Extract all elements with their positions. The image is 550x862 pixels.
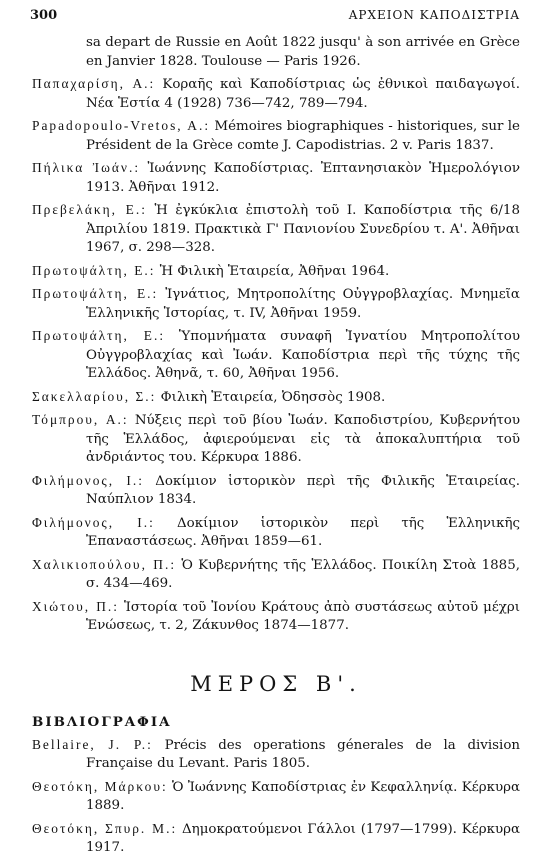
entry-text: Ἰωάννης Καποδίστριας. Ἐπτανησιακὸν Ἡμερολόγιον 1913. Ἀθῆναι 1912. xyxy=(86,161,520,195)
entry-author: Θεοτόκη, Μάρκου: xyxy=(32,778,168,794)
bibliography-entry xyxy=(32,472,520,510)
part-title: ΜΕΡΟΣ Β'. xyxy=(190,671,362,696)
bibliography-entry xyxy=(32,820,520,858)
entry-author: Bellaire, J. P.: xyxy=(32,736,153,752)
entry-text: Précis des operations génerales de la division Française du Levant. Paris 1805. xyxy=(86,737,520,771)
entry-author: Πρωτοψάλτη, Ε.: xyxy=(32,328,166,343)
bibliography-entry xyxy=(32,556,520,594)
bibliography-entry xyxy=(32,262,520,282)
page-content xyxy=(32,34,520,862)
page-number: 300 xyxy=(30,8,58,23)
entry-text: Ἰγνάτιος, Μητροπολίτης Οὐγγροβλαχίας. Μνημεῖα Ἑλληνικῆς Ἱστορίας, τ. IV, Ἀθῆναι 1959. xyxy=(86,287,520,321)
entry-text: Δοκίμιον ἱστορικὸν περὶ τῆς Φιλικῆς Ἑταιρείας. Ναύπλιον 1834. xyxy=(86,473,520,507)
entry-text: Mémoires biographiques - historiques, sur le Président de la Grèce comte J. Capodistrias. 2 v. Paris 1837. xyxy=(86,119,520,153)
entry-text: Δοκίμιον ἱστορικὸν περὶ τῆς Ἑλληνικῆς Ἐπαναστάσεως. Ἀθῆναι 1859—61. xyxy=(86,515,520,549)
entry-author: Papadopoulo-Vretos, A.: xyxy=(32,118,211,133)
running-head: ΑΡΧΕΙΟΝ ΚΑΠΟΔΙΣΤΡΙΑ xyxy=(348,8,520,22)
bibliography-list-part1 xyxy=(32,75,520,636)
bibliography-entry xyxy=(32,327,520,384)
entry-text: Ἱστορία τοῦ Ἰονίου Κράτους ἀπὸ συστάσεως αὐτοῦ μέχρι Ἑνώσεως, τ. 2, Ζάκυνθος 1874—1877. xyxy=(86,599,520,633)
bibliography-entry xyxy=(32,411,520,468)
entry-text: Ἡ ἐγκύκλια ἐπιστολὴ τοῦ Ι. Καποδίστρια τῆς 6/18 Ἀπριλίου 1819. Πρακτικὰ Γ' Πανιονίου Συνεδρίου τ. Α'. Ἀθῆναι 1967, σ. 298—328. xyxy=(86,203,520,255)
entry-author: Χαλικιοπούλου, Π.: xyxy=(32,556,177,572)
entry-author: Πρεβελάκη, Ε.: xyxy=(32,202,147,217)
bibliography-entry xyxy=(32,159,520,197)
continuation-text: sa depart de Russie en Août 1822 jusqu' à son arrivée en Grèce en Janvier 1828. Toulouse — Paris 1926. xyxy=(86,35,520,69)
entry-author: Πρωτοψάλτη, Ε.: xyxy=(32,286,159,301)
entry-text: Φιλικὴ Ἑταιρεία, Ὀδησσὸς 1908. xyxy=(160,389,386,405)
bibliography-entry xyxy=(32,285,520,323)
entry-author: Χιώτου, Π.: xyxy=(32,598,119,614)
entry-text: Δημοκρατούμενοι Γάλλοι (1797—1799). Κέρκυρα 1917. xyxy=(86,821,520,855)
section-title: ΒΙΒΛΙΟΓΡΑΦΙΑ xyxy=(32,713,172,730)
entry-author: Τόμπρου, Α.: xyxy=(32,412,129,427)
entry-text: Ὁ Κυβερνήτης τῆς Ἑλλάδος. Ποικίλη Στοὰ 1885, σ. 434—469. xyxy=(86,557,520,591)
entry-text: Ἡ Φιλικὴ Ἑταιρεία, Ἀθῆναι 1964. xyxy=(159,263,390,279)
bibliography-entry xyxy=(32,514,520,552)
entry-author: Σακελλαρίου, Σ.: xyxy=(32,388,157,404)
bibliography-entry xyxy=(32,736,520,774)
entry-author: Πήλικα Ἰωάν.: xyxy=(32,160,141,175)
bibliography-entry xyxy=(32,598,520,636)
entry-text: Κοραῆς καὶ Καποδίστριας ὡς ἐθνικοὶ παιδαγωγοί. Νέα Ἑστία 4 (1928) 736—742, 789—794. xyxy=(86,77,521,111)
bibliography-entry xyxy=(32,117,520,155)
bibliography-entry xyxy=(32,201,520,258)
entry-author: Θεοτόκη, Σπυρ. Μ.: xyxy=(32,820,178,836)
bibliography-entry xyxy=(32,388,520,408)
bibliography-list-part2 xyxy=(32,736,520,858)
entry-text: Ὑπομνήματα συναφῆ Ἰγνατίου Μητροπολίτου Οὐγγροβλαχίας καὶ Ἰωάν. Καποδίστρια περὶ τῆς τύχης τῆς Ἑλλάδος. Ἀθηνᾶ, τ. 60, Ἀθῆναι 1956. xyxy=(86,329,520,381)
entry-author: Πρωτοψάλτη, Ε.: xyxy=(32,262,156,278)
bibliography-entry xyxy=(32,778,520,816)
entry-author: Παπαχαρίση, Α.: xyxy=(32,76,156,91)
entry-text: Νύξεις περὶ τοῦ βίου Ἰωάν. Καποδιστρίου, Κυβερνήτου τῆς Ἑλλάδος, ἀφιερούμεναι εἰς τὰ ἀποκαλυπτήρια τοῦ ἀνδριάντος του. Κέρκυρα 1886. xyxy=(86,413,520,465)
page-header xyxy=(30,8,520,28)
bibliography-entry xyxy=(32,75,520,113)
entry-text: Ὁ Ἰωάννης Καποδίστριας ἐν Κεφαλληνίᾳ. Κέρκυρα 1889. xyxy=(86,779,521,813)
entry-author: Φιλήμονος, Ι.: xyxy=(32,472,144,488)
entry-author: Φιλήμονος, Ι.: xyxy=(32,514,155,530)
